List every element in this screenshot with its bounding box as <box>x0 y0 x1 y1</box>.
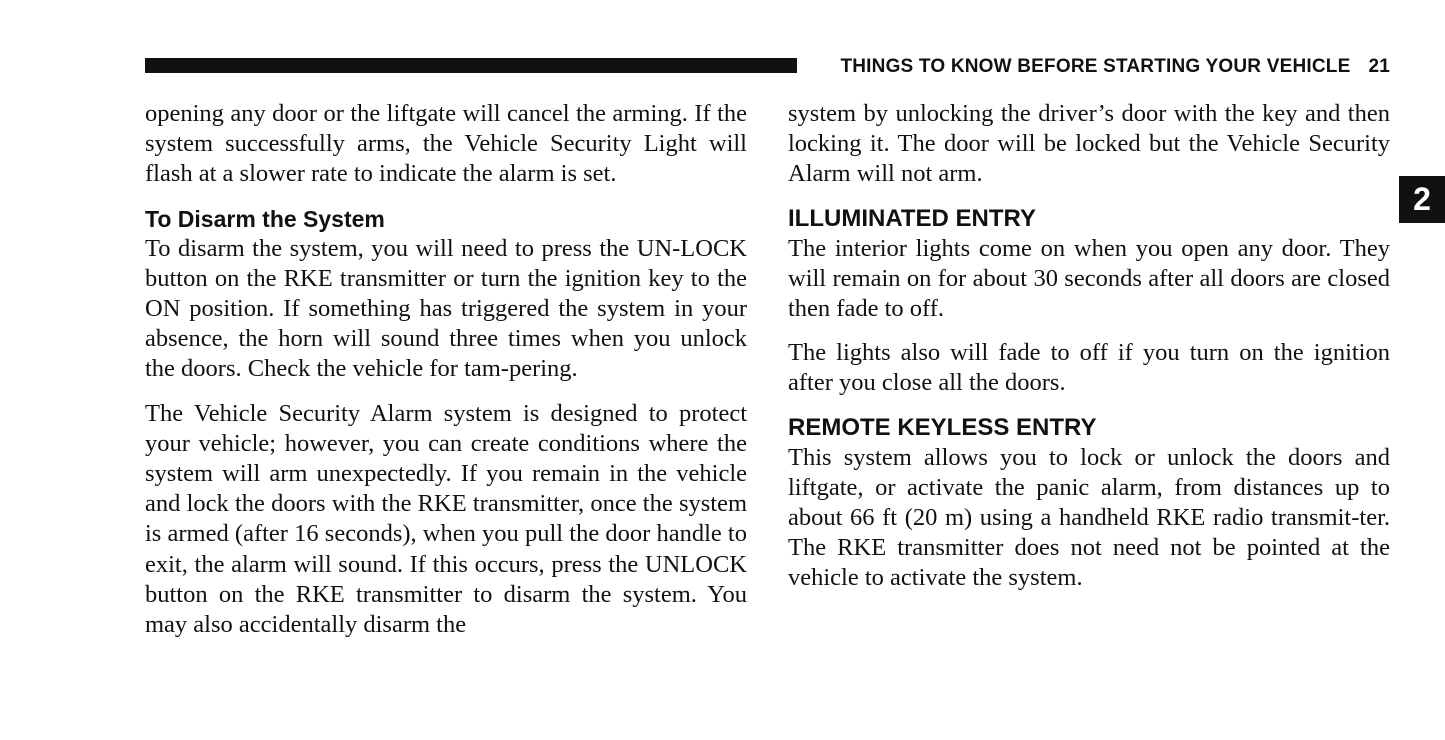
illuminated-entry-heading: ILLUMINATED ENTRY <box>788 204 1036 232</box>
right-paragraph-4: This system allows you to lock or unlock the doors and liftgate, or activate the panic alarm, from distances up to about 66 ft (20 m) using a handheld RKE radio transmit-ter. The RKE transmitter does not need not be pointed at the vehicle to activate the system. <box>788 443 1390 592</box>
running-title: THINGS TO KNOW BEFORE STARTING YOUR VEHICLE <box>840 56 1351 77</box>
disarm-heading: To Disarm the System <box>145 205 385 232</box>
right-paragraph-1: system by unlocking the driver’s door with the key and then locking it. The door will be locked but the Vehicle Security Alarm will not arm. <box>788 100 1390 188</box>
left-column <box>145 99 747 640</box>
left-paragraph-1: opening any door or the liftgate will cancel the arming. If the system successfully arms, the Vehicle Security Light will flash at a slower rate to indicate the alarm is set. <box>145 100 747 188</box>
left-paragraph-3: The Vehicle Security Alarm system is designed to protect your vehicle; however, you can create conditions where the system will arm unexpectedly. If you remain in the vehicle and lock the doors with the RKE transmitter, once the system is armed (after 16 seconds), when you pull the door handle to exit, the alarm will sound. If this occurs, press the UNLOCK button on the RKE transmitter to disarm the system. You may also accidentally disarm the <box>145 399 747 639</box>
running-header <box>812 55 1390 79</box>
header-rule-bar <box>145 58 797 73</box>
left-paragraph-2: To disarm the system, you will need to press the UN-LOCK button on the RKE transmitter or turn the ignition key to the ON position. If something has triggered the system in your absence, the horn will sound three times when you unlock the doors. Check the vehicle for tam-pering. <box>145 234 747 383</box>
chapter-tab: 2 <box>1399 176 1445 223</box>
page-number: 21 <box>1368 56 1390 77</box>
right-paragraph-2: The interior lights come on when you open any door. They will remain on for about 30 seconds after all doors are closed then fade to off. <box>788 234 1390 323</box>
remote-keyless-entry-heading: REMOTE KEYLESS ENTRY <box>788 413 1097 441</box>
right-column <box>788 99 1390 594</box>
right-paragraph-3: The lights also will fade to off if you turn on the ignition after you close all the doors. <box>788 339 1390 397</box>
